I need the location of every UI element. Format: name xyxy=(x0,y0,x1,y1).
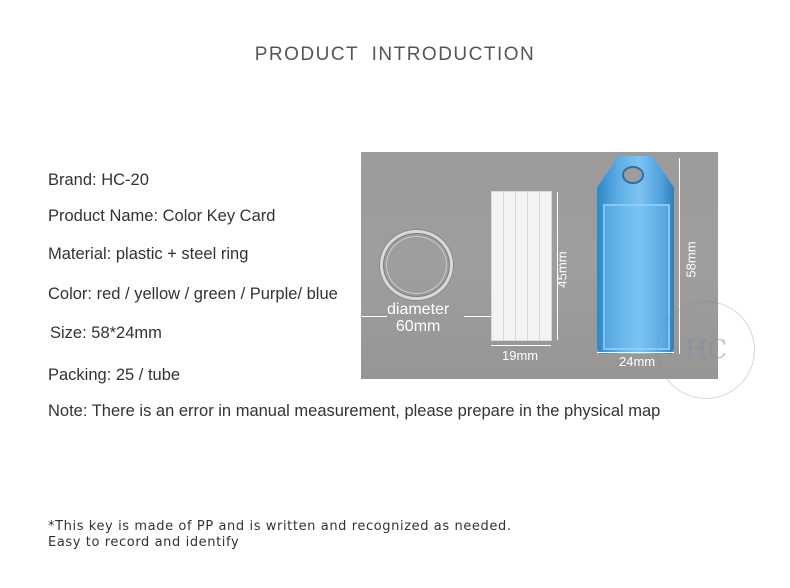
paper-inserts xyxy=(491,191,551,341)
insert-width-line xyxy=(491,345,551,346)
diameter-line-left xyxy=(361,316,387,317)
spec-packing: Packing: 25 / tube xyxy=(48,366,181,384)
measurement-note: Note: There is an error in manual measurement, please prepare in the physical map xyxy=(48,402,661,420)
blue-key-tag xyxy=(597,156,674,354)
tag-window xyxy=(603,204,670,350)
insert-width-label: 19mm xyxy=(502,348,539,363)
insert-height-label: 45mm xyxy=(554,251,570,288)
footer-note xyxy=(48,519,512,551)
diameter-line-right xyxy=(464,316,491,317)
footer-line-1: *This key is made of PP and is written and recognized as needed. xyxy=(48,519,512,534)
spec-size: Size: 58*24mm xyxy=(50,324,162,342)
tag-width-label: 24mm xyxy=(619,354,656,369)
page-title: PRODUCT INTRODUCTION xyxy=(254,44,536,65)
insert-strip xyxy=(539,191,552,341)
spec-color: Color: red / yellow / green / Purple/ blue xyxy=(48,285,338,303)
diameter-dimension xyxy=(387,301,449,335)
diameter-value: 60mm xyxy=(395,318,441,335)
footer-line-2: Easy to record and identify xyxy=(48,535,240,550)
spec-brand: Brand: HC-20 xyxy=(48,171,149,189)
diameter-label: diameter xyxy=(387,301,450,318)
tag-hole xyxy=(622,166,644,184)
spec-product-name: Product Name: Color Key Card xyxy=(48,207,276,225)
steel-ring xyxy=(380,230,453,300)
watermark-logo: HC xyxy=(657,301,755,399)
spec-material: Material: plastic + steel ring xyxy=(48,245,249,263)
tag-height-label: 58mm xyxy=(683,241,699,278)
